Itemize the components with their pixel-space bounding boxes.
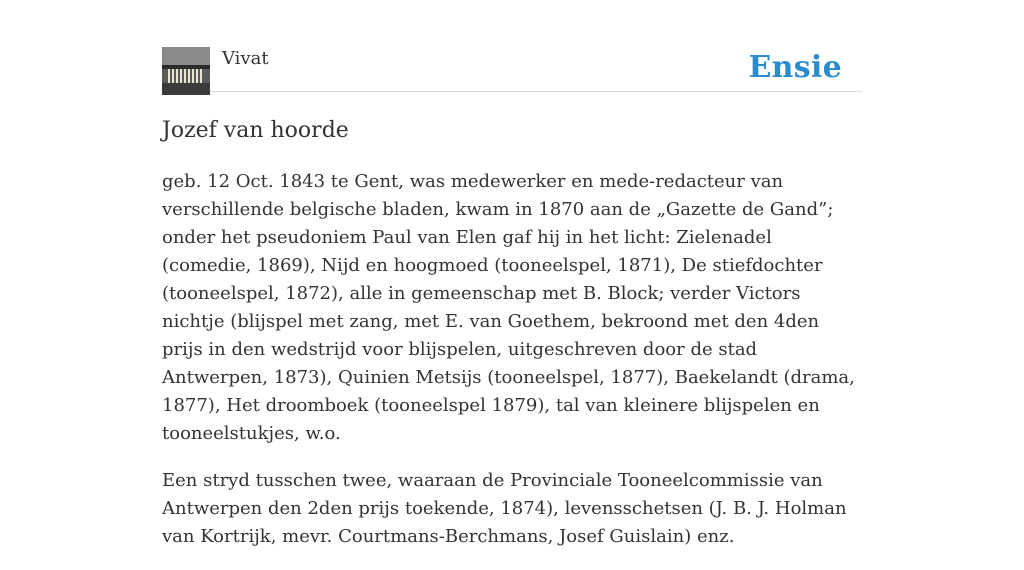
author-name[interactable]: Vivat	[222, 48, 269, 69]
article-body	[162, 168, 862, 570]
avatar[interactable]	[162, 47, 210, 95]
bookshelf-avatar-icon	[162, 47, 210, 95]
article-paragraph: Een stryd tusschen twee, waaraan de Provinciale Tooneelcommissie van Antwerpen den 2den prijs toekende, 1874), levensschetsen (J. B. J. Holman van Kortrijk, mevr. Courtmans-Berchmans, Josef Guislain) enz.	[162, 470, 847, 547]
page-container	[162, 0, 862, 547]
page-title: Jozef van hoorde	[162, 118, 349, 143]
header	[162, 0, 862, 92]
article-paragraph: geb. 12 Oct. 1843 te Gent, was medewerker en mede-redacteur van verschillende belgische bladen, kwam in 1870 aan de „Gazette de Gand”; onder het pseudoniem Paul van Elen gaf hij in het licht: Zielenadel (comedie, 1869), Nijd en hoogmoed (tooneelspel, 1871), De stiefdochter (tooneelspel, 1872), alle in gemeenschap met B. Block; verder Victors nichtje (blijspel met zang, met E. van Goethem, bekroond met den 4den prijs in den wedstrijd voor blijspelen, uitgeschreven door de stad Antwerpen, 1873), Quinien Metsijs (tooneelspel, 1877), Baekelandt (drama, 1877), Het droomboek (tooneelspel 1879), tal van kleinere blijspelen en tooneelstukjes, w.o.	[162, 171, 855, 444]
brand-logo[interactable]: Ensie	[748, 50, 842, 85]
